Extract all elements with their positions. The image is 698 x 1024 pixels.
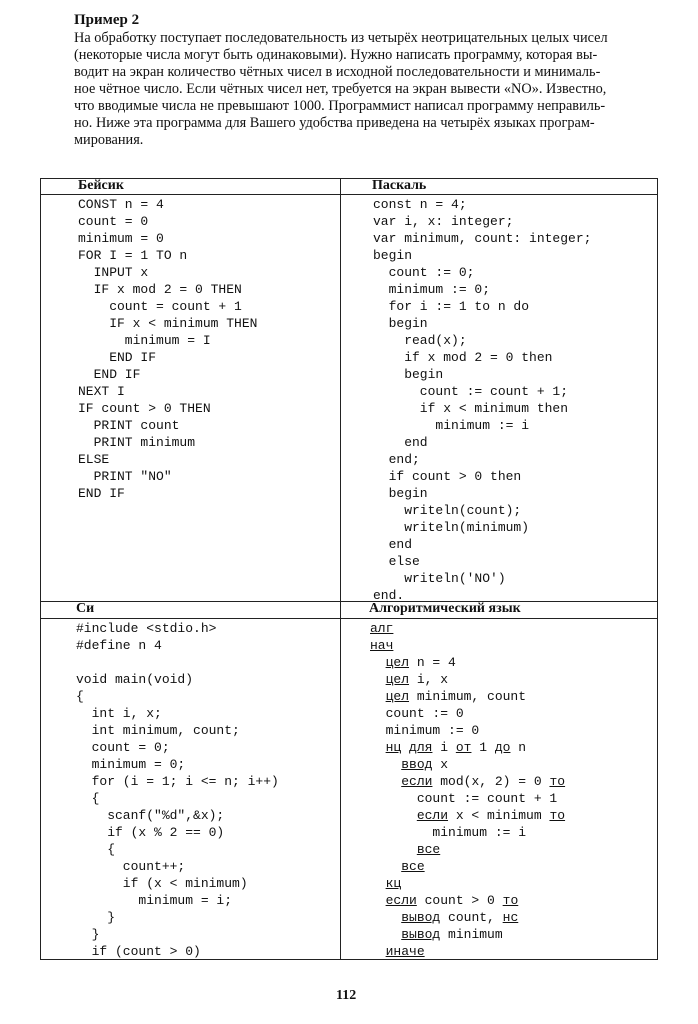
- algo-code-text: mod(x, 2) = 0: [432, 774, 550, 789]
- basic-code-line: END IF: [78, 486, 125, 501]
- algo-code-line: [370, 688, 565, 705]
- basic-code-line: PRINT minimum: [78, 435, 196, 450]
- basic-code-line: END IF: [78, 367, 141, 382]
- c-code-block: [76, 620, 279, 960]
- algo-code-text: minimum: [440, 927, 503, 942]
- algo-keyword: если: [385, 893, 417, 908]
- algo-code-block: [370, 620, 565, 960]
- intro-line: водит на экран количество чётных чисел в исходной последовательности и минималь-: [74, 64, 601, 80]
- algo-column-title: Алгоритмический язык: [369, 601, 521, 616]
- algo-keyword: алг: [370, 621, 394, 636]
- intro-line: ное чётное число. Если чётных чисел нет, требуется на экран вывести «NO». Известно,: [74, 81, 607, 97]
- algo-code-line: [370, 654, 565, 671]
- intro-paragraph: [74, 30, 664, 149]
- c-code-line: minimum = i;: [76, 893, 233, 908]
- algo-keyword: ввод: [401, 757, 433, 772]
- c-code-line: for (i = 1; i <= n; i++): [76, 774, 279, 789]
- pascal-code-line: for i := 1 to n do: [373, 299, 530, 314]
- pascal-code-line: const n = 4;: [373, 197, 467, 212]
- algo-keyword: цел: [385, 672, 410, 687]
- pascal-code-line: end.: [373, 588, 405, 603]
- basic-code-line: minimum = I: [78, 333, 211, 348]
- algo-keyword: все: [416, 842, 441, 857]
- c-code-line: }: [76, 927, 100, 942]
- basic-code-line: PRINT "NO": [78, 469, 172, 484]
- pascal-code-line: writeln(minimum): [373, 520, 530, 535]
- algo-code-text: 1: [471, 740, 495, 755]
- pascal-code-line: begin: [373, 486, 428, 501]
- algo-keyword: вывод: [401, 927, 441, 942]
- intro-line: что вводимые числа не превышают 1000. Программист написал программу неправиль-: [74, 98, 606, 114]
- algo-code-line: [370, 909, 565, 926]
- algo-keyword: от: [455, 740, 472, 755]
- c-code-line: void main(void): [76, 672, 194, 687]
- algo-keyword: все: [401, 859, 425, 874]
- c-code-line: count++;: [76, 859, 186, 874]
- algo-code-text: count > 0: [416, 893, 503, 908]
- page-number: 112: [336, 988, 357, 1003]
- basic-code-line: minimum = 0: [78, 231, 164, 246]
- basic-column-title: Бейсик: [78, 178, 124, 193]
- c-code-line: [76, 654, 279, 671]
- pascal-code-line: else: [373, 554, 420, 569]
- basic-code-line: END IF: [78, 350, 157, 365]
- pascal-code-line: end: [373, 435, 428, 450]
- pascal-code-line: read(x);: [373, 333, 467, 348]
- algo-code-line: [370, 756, 565, 773]
- pascal-code-line: begin: [373, 316, 428, 331]
- c-code-line: int minimum, count;: [76, 723, 240, 738]
- basic-code-line: FOR I = 1 TO n: [78, 248, 188, 263]
- pascal-code-line: end;: [373, 452, 420, 467]
- algo-code-text: count := count + 1: [416, 791, 558, 806]
- algo-keyword: нач: [370, 638, 394, 653]
- pascal-code-line: minimum := i: [373, 418, 530, 433]
- table-header-rule-bottom: [40, 618, 658, 619]
- pascal-code-line: if count > 0 then: [373, 469, 522, 484]
- algo-code-line: [370, 739, 565, 756]
- algo-code-text: minimum, count: [409, 689, 527, 704]
- algo-code-line: [370, 637, 565, 654]
- basic-code-line: INPUT x: [78, 265, 149, 280]
- c-code-line: {: [76, 791, 100, 806]
- intro-line: мирования.: [74, 132, 144, 148]
- algo-keyword: цел: [385, 655, 410, 670]
- algo-keyword: для: [409, 740, 433, 755]
- pascal-code-line: count := count + 1;: [373, 384, 569, 399]
- c-code-line: {: [76, 689, 84, 704]
- algo-keyword: то: [549, 774, 566, 789]
- c-code-line: if (x < minimum): [76, 876, 248, 891]
- algo-keyword: если: [416, 808, 449, 823]
- pascal-code-line: writeln('NO'): [373, 571, 506, 586]
- pascal-code-line: if x mod 2 = 0 then: [373, 350, 553, 365]
- c-code-line: if (x % 2 == 0): [76, 825, 225, 840]
- c-code-line: scanf("%d",&x);: [76, 808, 225, 823]
- algo-code-text: x < minimum: [448, 808, 550, 823]
- intro-line: но. Ниже эта программа для Вашего удобства приведена на четырёх языках програм-: [74, 115, 595, 131]
- pascal-code-line: begin: [373, 367, 444, 382]
- pascal-code-line: end: [373, 537, 413, 552]
- basic-code-line: count = count + 1: [78, 299, 242, 314]
- algo-keyword: вывод: [401, 910, 441, 925]
- algo-code-text: i: [432, 740, 456, 755]
- algo-keyword: до: [494, 740, 511, 755]
- algo-code-text: x: [432, 757, 449, 772]
- algo-code-line: [370, 841, 565, 858]
- pascal-column-title: Паскаль: [372, 178, 427, 193]
- algo-code-text: [401, 740, 409, 755]
- basic-code-line: PRINT count: [78, 418, 180, 433]
- algo-code-text: n: [510, 740, 527, 755]
- pascal-code-line: var minimum, count: integer;: [373, 231, 592, 246]
- example-heading: Пример 2: [74, 12, 140, 28]
- c-code-line: minimum = 0;: [76, 757, 186, 772]
- basic-code-line: IF count > 0 THEN: [78, 401, 211, 416]
- table-column-divider: [340, 178, 341, 960]
- pascal-code-line: begin: [373, 248, 413, 263]
- basic-code-line: count = 0: [78, 214, 149, 229]
- algo-code-line: [370, 875, 565, 892]
- algo-keyword: то: [502, 893, 519, 908]
- algo-keyword: нц: [385, 740, 402, 755]
- c-code-line: {: [76, 842, 116, 857]
- algo-keyword: то: [549, 808, 566, 823]
- algo-code-line: [370, 926, 565, 943]
- algo-keyword: цел: [385, 689, 410, 704]
- algo-code-line: [370, 705, 565, 722]
- basic-code-block: [78, 196, 257, 502]
- algo-code-line: [370, 824, 565, 841]
- algo-code-line: [370, 722, 565, 739]
- algo-code-line: [370, 671, 565, 688]
- algo-keyword: кц: [385, 876, 402, 891]
- pascal-code-line: minimum := 0;: [373, 282, 491, 297]
- pascal-code-block: [373, 196, 591, 604]
- algo-code-line: [370, 620, 565, 637]
- c-code-line: #include <stdio.h>: [76, 621, 217, 636]
- algo-keyword: нс: [502, 910, 519, 925]
- pascal-code-line: count := 0;: [373, 265, 475, 280]
- algo-code-line: [370, 773, 565, 790]
- algo-keyword: если: [401, 774, 433, 789]
- algo-code-text: i, x: [409, 672, 449, 687]
- basic-code-line: CONST n = 4: [78, 197, 164, 212]
- algo-code-line: [370, 790, 565, 807]
- c-code-line: }: [76, 910, 116, 925]
- c-code-line: if (count > 0): [76, 944, 201, 959]
- table-header-rule-top: [40, 194, 658, 195]
- algo-code-line: [370, 858, 565, 875]
- basic-code-line: NEXT I: [78, 384, 125, 399]
- algo-code-text: count,: [440, 910, 503, 925]
- intro-line: На обработку поступает последовательность из четырёх неотрицательных целых чисел: [74, 30, 608, 46]
- pascal-code-line: var i, x: integer;: [373, 214, 514, 229]
- algo-code-line: [370, 807, 565, 824]
- intro-line: (некоторые числа могут быть одинаковыми). Нужно написать программу, которая вы-: [74, 47, 598, 63]
- algo-code-text: minimum := i: [432, 825, 527, 840]
- basic-code-line: IF x mod 2 = 0 THEN: [78, 282, 242, 297]
- c-code-line: count = 0;: [76, 740, 170, 755]
- c-column-title: Си: [76, 601, 95, 616]
- algo-keyword: иначе: [385, 944, 425, 959]
- algo-code-text: count := 0: [385, 706, 464, 721]
- basic-code-line: IF x < minimum THEN: [78, 316, 258, 331]
- algo-code-line: [370, 892, 565, 909]
- c-code-line: int i, x;: [76, 706, 162, 721]
- c-code-line: #define n 4: [76, 638, 162, 653]
- pascal-code-line: writeln(count);: [373, 503, 522, 518]
- algo-code-line: [370, 943, 565, 960]
- algo-code-text: minimum := 0: [385, 723, 480, 738]
- basic-code-line: ELSE: [78, 452, 110, 467]
- algo-code-text: n = 4: [409, 655, 456, 670]
- pascal-code-line: if x < minimum then: [373, 401, 569, 416]
